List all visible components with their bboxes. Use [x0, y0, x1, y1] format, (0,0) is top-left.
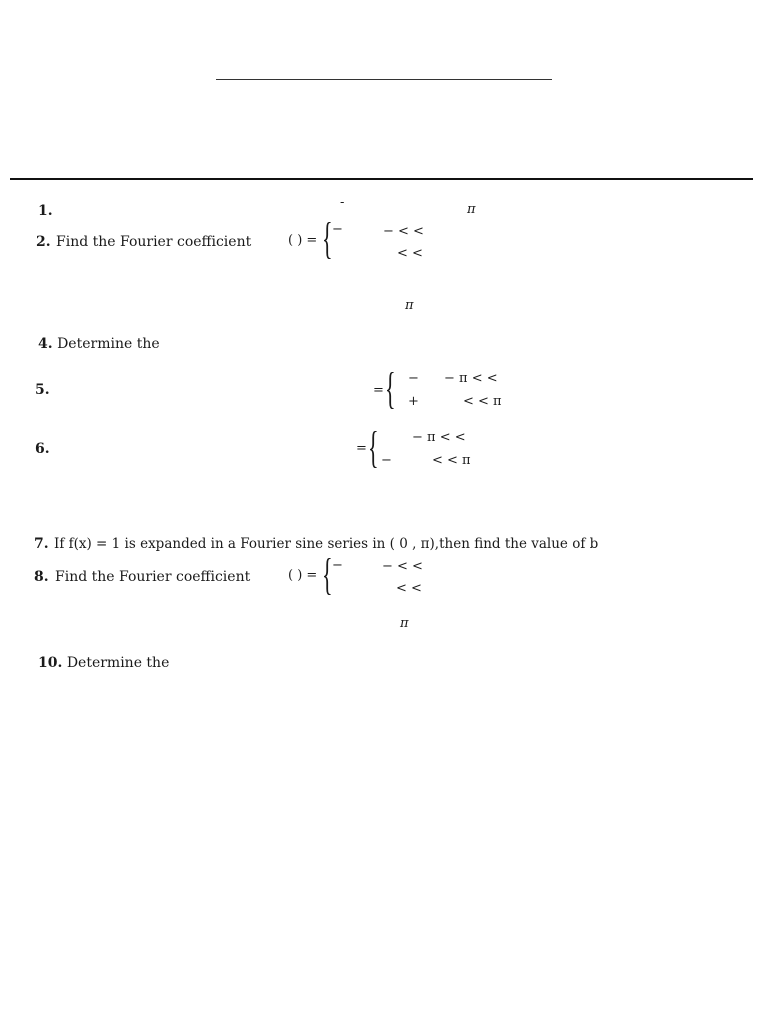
q2-number: 2. — [36, 234, 51, 250]
q2-row2-cond: < < — [397, 246, 423, 261]
q5-number: 5. — [35, 382, 50, 398]
q2-lhs: ( ) = — [288, 233, 318, 248]
q8-row1-minus: − — [332, 558, 343, 573]
q3-pi: π — [405, 298, 414, 313]
q2-brace: { — [322, 214, 333, 263]
q7-number: 7. — [34, 536, 49, 552]
q6-eq: = — [356, 441, 367, 456]
q4-text: Determine the — [57, 336, 160, 352]
q2-text: Find the Fourier coefficient — [56, 234, 252, 250]
q6-row2-cond: < < π — [432, 453, 471, 468]
header-underline — [216, 79, 552, 80]
q2-row1-minus: − — [332, 222, 343, 237]
q8-text: Find the Fourier coefficient — [55, 569, 251, 585]
q1-number: 1. — [38, 203, 53, 219]
q4-line — [38, 336, 160, 352]
q10-text: Determine the — [66, 655, 170, 671]
q10-number: 10. — [38, 655, 63, 671]
q1-dash: - — [340, 195, 345, 210]
q6-number: 6. — [35, 441, 50, 457]
q6-brace: { — [368, 423, 379, 472]
q8-row2-cond: < < — [396, 581, 422, 596]
q8-lhs: ( ) = — [288, 568, 318, 583]
q5-row1-sign: − — [408, 371, 419, 386]
q10-line — [38, 655, 169, 671]
q5-row1-cond: − π < < — [444, 371, 498, 386]
q6-row1-cond: − π < < — [412, 430, 466, 445]
q9-pi: π — [400, 616, 409, 631]
q4-number: 4. — [38, 336, 53, 352]
q5-row2-cond: < < π — [463, 394, 502, 409]
q5-eq: = — [373, 383, 384, 398]
q1-pi: π — [467, 202, 476, 217]
q8-number: 8. — [34, 569, 49, 585]
q5-brace: { — [385, 364, 396, 413]
q5-row2-sign: + — [408, 394, 419, 409]
q8-row1-cond: − < < — [382, 559, 423, 574]
q8-brace: { — [322, 550, 333, 599]
header-divider — [10, 178, 753, 180]
q6-row2-sign: − — [381, 453, 392, 468]
q2-row1-cond: − < < — [383, 224, 424, 239]
q7-text: If f(x) = 1 is expanded in a Fourier sine series in ( 0 , π),then find the value of b — [54, 536, 599, 552]
